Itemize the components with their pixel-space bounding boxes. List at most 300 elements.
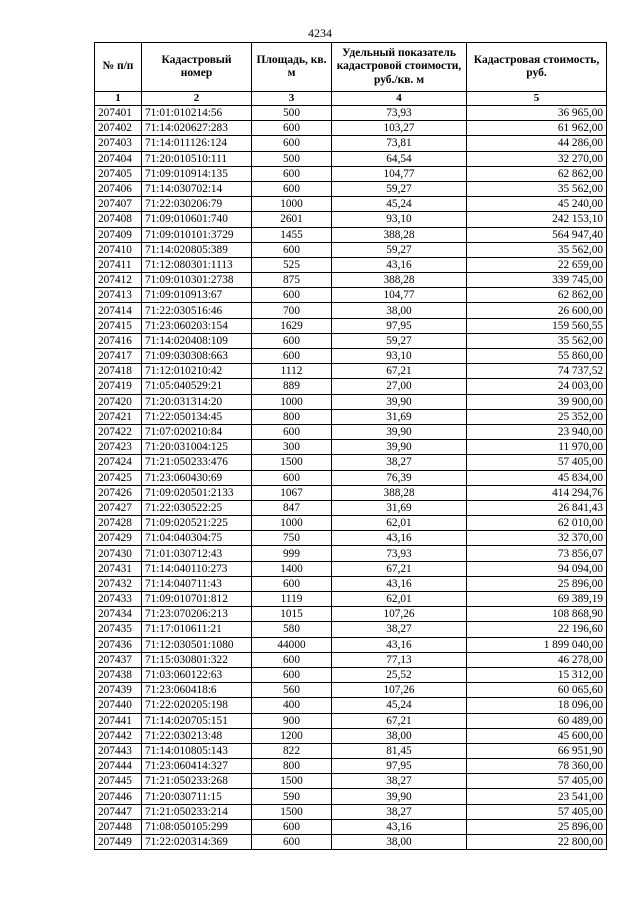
area-value: 580 [252, 622, 332, 637]
row-index: 207427 [95, 500, 142, 515]
table-row [95, 652, 607, 667]
area-value: 889 [252, 379, 332, 394]
unit-rate-value: 59,27 [332, 333, 467, 348]
row-index: 207439 [95, 683, 142, 698]
cadastral-value: 57 405,00 [467, 774, 607, 789]
area-value: 1500 [252, 804, 332, 819]
row-index: 207420 [95, 394, 142, 409]
cadastral-number: 71:20:030711:15 [142, 789, 252, 804]
table-row [95, 424, 607, 439]
area-value: 1629 [252, 318, 332, 333]
unit-rate-value: 31,69 [332, 500, 467, 515]
cadastral-number: 71:22:030206:79 [142, 197, 252, 212]
cadastral-value: 69 389,19 [467, 592, 607, 607]
cadastral-value: 62 862,00 [467, 288, 607, 303]
area-value: 1015 [252, 607, 332, 622]
table-row [95, 592, 607, 607]
unit-rate-value: 67,21 [332, 561, 467, 576]
table-row [95, 546, 607, 561]
table-row [95, 637, 607, 652]
cadastral-number: 71:22:030516:46 [142, 303, 252, 318]
cadastral-number: 71:14:020408:109 [142, 333, 252, 348]
cadastral-value: 26 600,00 [467, 303, 607, 318]
cadastral-value: 15 312,00 [467, 667, 607, 682]
cadastral-value: 61 962,00 [467, 121, 607, 136]
cadastral-number: 71:04:040304:75 [142, 531, 252, 546]
cadastral-value: 22 659,00 [467, 257, 607, 272]
cadastral-number: 71:17:010611:21 [142, 622, 252, 637]
row-index: 207404 [95, 151, 142, 166]
cadastral-number: 71:07:020210:84 [142, 424, 252, 439]
cadastral-number: 71:14:020805:389 [142, 242, 252, 257]
row-index: 207402 [95, 121, 142, 136]
unit-rate-value: 43,16 [332, 531, 467, 546]
cadastral-value: 74 737,52 [467, 364, 607, 379]
cadastral-value: 94 094,00 [467, 561, 607, 576]
row-index: 207421 [95, 409, 142, 424]
unit-rate-value: 81,45 [332, 743, 467, 758]
unit-rate-value: 67,21 [332, 364, 467, 379]
cadastral-value: 60 489,00 [467, 713, 607, 728]
cadastral-value: 1 899 040,00 [467, 637, 607, 652]
cadastral-value: 26 841,43 [467, 500, 607, 515]
cadastral-value: 22 800,00 [467, 835, 607, 850]
area-value: 1000 [252, 197, 332, 212]
cadastral-value: 159 560,55 [467, 318, 607, 333]
area-value: 300 [252, 440, 332, 455]
unit-rate-value: 59,27 [332, 242, 467, 257]
cadastral-value: 25 896,00 [467, 576, 607, 591]
cadastral-value: 60 065,60 [467, 683, 607, 698]
table-row [95, 622, 607, 637]
unit-rate-value: 45,24 [332, 197, 467, 212]
cadastral-number: 71:01:010214:56 [142, 106, 252, 121]
unit-rate-value: 43,16 [332, 576, 467, 591]
row-index: 207431 [95, 561, 142, 576]
table-row [95, 394, 607, 409]
cadastral-number: 71:09:010601:740 [142, 212, 252, 227]
cadastral-number: 71:09:010914:135 [142, 166, 252, 181]
table-row [95, 318, 607, 333]
unit-rate-value: 97,95 [332, 318, 467, 333]
row-index: 207401 [95, 106, 142, 121]
cadastral-number: 71:09:010701:812 [142, 592, 252, 607]
column-number: 3 [252, 92, 332, 106]
cadastral-number: 71:22:030213:48 [142, 728, 252, 743]
cadastral-value: 73 856,07 [467, 546, 607, 561]
cadastral-number: 71:23:060418:6 [142, 683, 252, 698]
row-index: 207440 [95, 698, 142, 713]
area-value: 600 [252, 166, 332, 181]
cadastral-number: 71:20:010510:111 [142, 151, 252, 166]
table-row [95, 500, 607, 515]
area-value: 600 [252, 424, 332, 439]
unit-rate-value: 73,81 [332, 136, 467, 151]
area-value: 1067 [252, 485, 332, 500]
cadastral-value: 22 196,60 [467, 622, 607, 637]
unit-rate-value: 38,27 [332, 455, 467, 470]
area-value: 1000 [252, 516, 332, 531]
cadastral-value: 39 900,00 [467, 394, 607, 409]
cadastral-value: 36 965,00 [467, 106, 607, 121]
table-row [95, 197, 607, 212]
table-row [95, 759, 607, 774]
table-row [95, 789, 607, 804]
table-body [95, 106, 607, 850]
header-row [95, 43, 607, 92]
area-value: 525 [252, 257, 332, 272]
area-value: 1500 [252, 774, 332, 789]
column-number: 1 [95, 92, 142, 106]
cadastral-number: 71:14:040110:273 [142, 561, 252, 576]
unit-rate-value: 93,10 [332, 212, 467, 227]
row-index: 207425 [95, 470, 142, 485]
unit-rate-value: 39,90 [332, 424, 467, 439]
cadastral-value: 66 951,90 [467, 743, 607, 758]
area-value: 560 [252, 683, 332, 698]
cadastral-number: 71:14:040711:43 [142, 576, 252, 591]
cadastral-value: 57 405,00 [467, 804, 607, 819]
cadastral-number: 71:14:010805:143 [142, 743, 252, 758]
table-row [95, 485, 607, 500]
cadastral-number: 71:03:060122:63 [142, 667, 252, 682]
unit-rate-value: 38,00 [332, 728, 467, 743]
area-value: 590 [252, 789, 332, 804]
area-value: 600 [252, 333, 332, 348]
row-index: 207432 [95, 576, 142, 591]
header-area: Площадь, кв. м [252, 43, 332, 92]
cadastral-number: 71:22:050134:45 [142, 409, 252, 424]
unit-rate-value: 59,27 [332, 181, 467, 196]
cadastral-number: 71:12:030501:1080 [142, 637, 252, 652]
row-index: 207434 [95, 607, 142, 622]
unit-rate-value: 388,28 [332, 485, 467, 500]
cadastral-value: 45 240,00 [467, 197, 607, 212]
table-row [95, 257, 607, 272]
cadastral-number: 71:09:030308:663 [142, 349, 252, 364]
unit-rate-value: 38,27 [332, 622, 467, 637]
unit-rate-value: 73,93 [332, 106, 467, 121]
cadastral-number: 71:09:010301:2738 [142, 273, 252, 288]
cadastral-value: 414 294,76 [467, 485, 607, 500]
area-value: 875 [252, 273, 332, 288]
cadastral-number: 71:21:050233:268 [142, 774, 252, 789]
area-value: 600 [252, 136, 332, 151]
cadastral-value: 25 352,00 [467, 409, 607, 424]
row-index: 207406 [95, 181, 142, 196]
area-value: 2601 [252, 212, 332, 227]
cadastral-value: 18 096,00 [467, 698, 607, 713]
cadastral-value: 32 370,00 [467, 531, 607, 546]
row-index: 207445 [95, 774, 142, 789]
table-row [95, 531, 607, 546]
unit-rate-value: 38,27 [332, 774, 467, 789]
row-index: 207414 [95, 303, 142, 318]
table-row [95, 409, 607, 424]
area-value: 800 [252, 759, 332, 774]
row-index: 207436 [95, 637, 142, 652]
table-row [95, 683, 607, 698]
unit-rate-value: 388,28 [332, 273, 467, 288]
cadastral-value: 35 562,00 [467, 242, 607, 257]
unit-rate-value: 43,16 [332, 637, 467, 652]
cadastral-value: 78 360,00 [467, 759, 607, 774]
table-row [95, 516, 607, 531]
row-index: 207433 [95, 592, 142, 607]
unit-rate-value: 38,00 [332, 835, 467, 850]
row-index: 207408 [95, 212, 142, 227]
cadastral-number: 71:09:020501:2133 [142, 485, 252, 500]
cadastral-number: 71:21:050233:476 [142, 455, 252, 470]
table-row [95, 349, 607, 364]
area-value: 600 [252, 819, 332, 834]
unit-rate-value: 64,54 [332, 151, 467, 166]
cadastral-number: 71:22:030522:25 [142, 500, 252, 515]
row-index: 207438 [95, 667, 142, 682]
row-index: 207410 [95, 242, 142, 257]
cadastral-value: 339 745,00 [467, 273, 607, 288]
table-row [95, 804, 607, 819]
row-index: 207416 [95, 333, 142, 348]
cadastral-value: 62 862,00 [467, 166, 607, 181]
row-index: 207448 [95, 819, 142, 834]
area-value: 1455 [252, 227, 332, 242]
unit-rate-value: 39,90 [332, 440, 467, 455]
cadastral-number: 71:12:080301:1113 [142, 257, 252, 272]
table-row [95, 106, 607, 121]
unit-rate-value: 62,01 [332, 592, 467, 607]
row-index: 207413 [95, 288, 142, 303]
cadastral-value: 55 860,00 [467, 349, 607, 364]
row-index: 207422 [95, 424, 142, 439]
unit-rate-value: 104,77 [332, 166, 467, 181]
cadastral-value: 242 153,10 [467, 212, 607, 227]
table-row [95, 607, 607, 622]
row-index: 207405 [95, 166, 142, 181]
row-index: 207444 [95, 759, 142, 774]
row-index: 207407 [95, 197, 142, 212]
row-index: 207409 [95, 227, 142, 242]
cadastral-number: 71:05:040529:21 [142, 379, 252, 394]
area-value: 44000 [252, 637, 332, 652]
unit-rate-value: 104,77 [332, 288, 467, 303]
table-row [95, 470, 607, 485]
row-index: 207430 [95, 546, 142, 561]
table-row [95, 333, 607, 348]
row-index: 207417 [95, 349, 142, 364]
cadastral-number: 71:20:031314:20 [142, 394, 252, 409]
cadastral-value: 11 970,00 [467, 440, 607, 455]
header-index: № п/п [95, 43, 142, 92]
header-cadastral-number: Кадастровый номер [142, 43, 252, 92]
cadastral-number: 71:20:031004:125 [142, 440, 252, 455]
unit-rate-value: 31,69 [332, 409, 467, 424]
area-value: 600 [252, 470, 332, 485]
table-row [95, 667, 607, 682]
cadastral-number: 71:14:020627:283 [142, 121, 252, 136]
row-index: 207424 [95, 455, 142, 470]
table-row [95, 303, 607, 318]
cadastral-number: 71:14:020705:151 [142, 713, 252, 728]
unit-rate-value: 62,01 [332, 516, 467, 531]
row-index: 207423 [95, 440, 142, 455]
unit-rate-value: 388,28 [332, 227, 467, 242]
cadastral-value: 57 405,00 [467, 455, 607, 470]
area-value: 822 [252, 743, 332, 758]
table-row [95, 273, 607, 288]
column-number: 4 [332, 92, 467, 106]
table-row [95, 121, 607, 136]
row-index: 207441 [95, 713, 142, 728]
area-value: 1000 [252, 394, 332, 409]
row-index: 207447 [95, 804, 142, 819]
area-value: 600 [252, 121, 332, 136]
cadastral-value: 23 940,00 [467, 424, 607, 439]
cadastral-value: 62 010,00 [467, 516, 607, 531]
table-row [95, 181, 607, 196]
table-row [95, 288, 607, 303]
unit-rate-value: 107,26 [332, 607, 467, 622]
row-index: 207426 [95, 485, 142, 500]
area-value: 600 [252, 288, 332, 303]
unit-rate-value: 27,00 [332, 379, 467, 394]
table-row [95, 166, 607, 181]
area-value: 999 [252, 546, 332, 561]
header-unit-rate: Удельный показатель кадастровой стоимости, руб./кв. м [332, 43, 467, 92]
unit-rate-value: 25,52 [332, 667, 467, 682]
row-index: 207411 [95, 257, 142, 272]
unit-rate-value: 93,10 [332, 349, 467, 364]
area-value: 1200 [252, 728, 332, 743]
area-value: 600 [252, 242, 332, 257]
row-index: 207403 [95, 136, 142, 151]
row-index: 207446 [95, 789, 142, 804]
area-value: 750 [252, 531, 332, 546]
area-value: 600 [252, 652, 332, 667]
area-value: 400 [252, 698, 332, 713]
unit-rate-value: 73,93 [332, 546, 467, 561]
cadastral-value: 25 896,00 [467, 819, 607, 834]
unit-rate-value: 97,95 [332, 759, 467, 774]
area-value: 1500 [252, 455, 332, 470]
table-row [95, 212, 607, 227]
column-number-row [95, 92, 607, 106]
area-value: 1112 [252, 364, 332, 379]
cadastral-number: 71:12:010210:42 [142, 364, 252, 379]
cadastral-number: 71:09:020521:225 [142, 516, 252, 531]
cadastral-value: 108 868,90 [467, 607, 607, 622]
area-value: 700 [252, 303, 332, 318]
table-row [95, 455, 607, 470]
cadastral-value: 24 003,00 [467, 379, 607, 394]
table-row [95, 835, 607, 850]
area-value: 600 [252, 667, 332, 682]
cadastral-value: 45 600,00 [467, 728, 607, 743]
area-value: 847 [252, 500, 332, 515]
row-index: 207437 [95, 652, 142, 667]
unit-rate-value: 103,27 [332, 121, 467, 136]
area-value: 800 [252, 409, 332, 424]
unit-rate-value: 45,24 [332, 698, 467, 713]
table-row [95, 440, 607, 455]
cadastral-value: 35 562,00 [467, 333, 607, 348]
unit-rate-value: 43,16 [332, 819, 467, 834]
row-index: 207428 [95, 516, 142, 531]
cadastral-value: 44 286,00 [467, 136, 607, 151]
cadastral-number: 71:08:050105:299 [142, 819, 252, 834]
row-index: 207415 [95, 318, 142, 333]
area-value: 500 [252, 106, 332, 121]
row-index: 207443 [95, 743, 142, 758]
unit-rate-value: 67,21 [332, 713, 467, 728]
area-value: 1119 [252, 592, 332, 607]
area-value: 600 [252, 835, 332, 850]
unit-rate-value: 76,39 [332, 470, 467, 485]
table-row [95, 561, 607, 576]
area-value: 1400 [252, 561, 332, 576]
row-index: 207449 [95, 835, 142, 850]
cadastral-value: 32 270,00 [467, 151, 607, 166]
cadastral-value: 23 541,00 [467, 789, 607, 804]
unit-rate-value: 38,00 [332, 303, 467, 318]
cadastral-number: 71:14:011126:124 [142, 136, 252, 151]
cadastral-number: 71:22:020205:198 [142, 698, 252, 713]
unit-rate-value: 39,90 [332, 789, 467, 804]
row-index: 207412 [95, 273, 142, 288]
page-number: 4234 [308, 26, 332, 40]
cadastral-number: 71:21:050233:214 [142, 804, 252, 819]
unit-rate-value: 38,27 [332, 804, 467, 819]
table-row [95, 379, 607, 394]
unit-rate-value: 107,26 [332, 683, 467, 698]
cadastral-number: 71:22:020314:369 [142, 835, 252, 850]
cadastral-value: 564 947,40 [467, 227, 607, 242]
column-number: 2 [142, 92, 252, 106]
table-row [95, 713, 607, 728]
cadastral-value: 45 834,00 [467, 470, 607, 485]
table-row [95, 227, 607, 242]
row-index: 207442 [95, 728, 142, 743]
cadastral-number: 71:14:030702:14 [142, 181, 252, 196]
table-row [95, 743, 607, 758]
area-value: 900 [252, 713, 332, 728]
table-row [95, 242, 607, 257]
table-row [95, 698, 607, 713]
cadastral-value-table [94, 42, 607, 850]
table-row [95, 774, 607, 789]
area-value: 600 [252, 349, 332, 364]
cadastral-number: 71:23:060414:327 [142, 759, 252, 774]
area-value: 600 [252, 181, 332, 196]
cadastral-number: 71:23:060430:69 [142, 470, 252, 485]
cadastral-number: 71:23:060203:154 [142, 318, 252, 333]
cadastral-number: 71:15:030801:322 [142, 652, 252, 667]
table-row [95, 819, 607, 834]
row-index: 207435 [95, 622, 142, 637]
unit-rate-value: 77,13 [332, 652, 467, 667]
unit-rate-value: 43,16 [332, 257, 467, 272]
header-cadastral-value: Кадастровая стоимость, руб. [467, 43, 607, 92]
row-index: 207429 [95, 531, 142, 546]
table-row [95, 364, 607, 379]
cadastral-number: 71:23:070206:213 [142, 607, 252, 622]
unit-rate-value: 39,90 [332, 394, 467, 409]
cadastral-number: 71:09:010913:67 [142, 288, 252, 303]
row-index: 207419 [95, 379, 142, 394]
area-value: 500 [252, 151, 332, 166]
table-row [95, 136, 607, 151]
cadastral-value: 35 562,00 [467, 181, 607, 196]
